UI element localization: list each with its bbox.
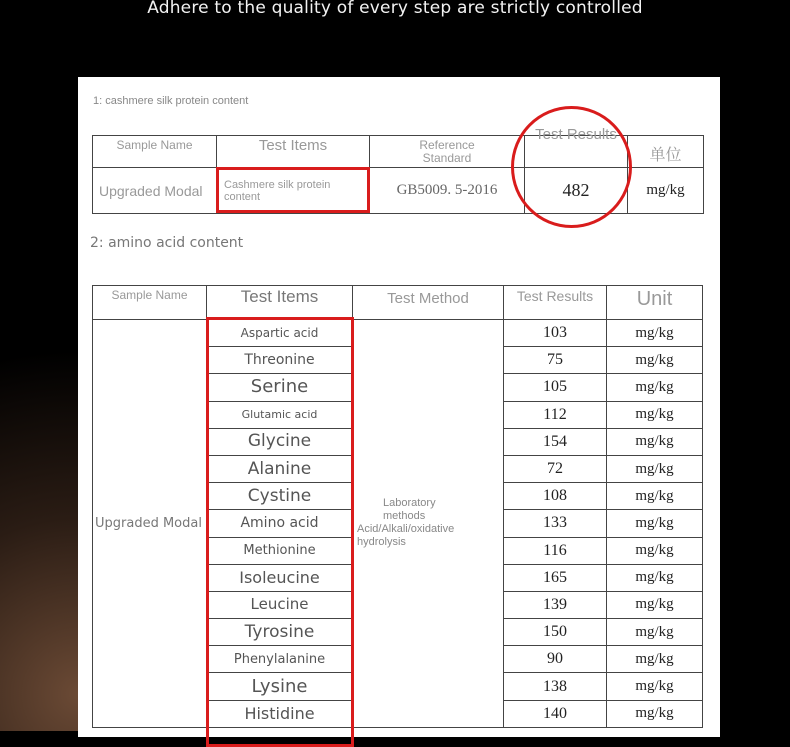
cell-unit: mg/kg: [607, 619, 703, 646]
cell-unit: mg/kg: [628, 168, 704, 214]
cell-test-item: Serine: [207, 374, 353, 401]
cell-test-result: 138: [504, 673, 607, 700]
cell-test-result: 105: [504, 374, 607, 401]
cell-test-result: 154: [504, 428, 607, 455]
cell-test-method: Laboratory methods Acid/Alkali/oxidative hydrolysis: [353, 320, 504, 728]
header2-test-method: Test Method: [353, 286, 504, 320]
cell-unit: mg/kg: [607, 700, 703, 727]
cell-test-result: 133: [504, 510, 607, 537]
cell-test-item: Threonine: [207, 347, 353, 374]
cell-unit: mg/kg: [607, 537, 703, 564]
cell-unit: mg/kg: [607, 401, 703, 428]
cell-unit: mg/kg: [607, 591, 703, 618]
header-sample-name: Sample Name: [93, 136, 217, 168]
table-row: [93, 320, 703, 347]
header2-test-items: Test Items: [207, 286, 353, 320]
cell-test-result: 103: [504, 320, 607, 347]
header-reference-standard: Reference Standard: [370, 136, 525, 168]
header-test-results: Test Results: [525, 136, 628, 168]
cell-unit: mg/kg: [607, 510, 703, 537]
cell-test-result: 139: [504, 591, 607, 618]
cell-unit: mg/kg: [607, 673, 703, 700]
cell-test-result: 112: [504, 401, 607, 428]
section1-label: 1: cashmere silk protein content: [93, 95, 249, 107]
section2-label: 2: amino acid content: [90, 235, 244, 251]
header2-sample-name: Sample Name: [93, 286, 207, 320]
cell-test-result: 116: [504, 537, 607, 564]
cell-sample-name: Upgraded Modal: [93, 320, 207, 728]
cell-test-item: Amino acid: [207, 510, 353, 537]
amino-acid-table: [92, 285, 703, 728]
cell-test-result: 140: [504, 700, 607, 727]
cell-test-item: Glutamic acid: [207, 401, 353, 428]
cell-sample: Upgraded Modal: [93, 168, 217, 214]
cell-unit: mg/kg: [607, 374, 703, 401]
header2-test-results: Test Results: [504, 286, 607, 320]
highlight-result-circle: [511, 106, 632, 228]
cell-test-item: Glycine: [207, 428, 353, 455]
report-sheet: [78, 77, 720, 737]
cell-unit: mg/kg: [607, 483, 703, 510]
cell-unit: mg/kg: [607, 455, 703, 482]
cell-unit: mg/kg: [607, 347, 703, 374]
cell-test-item: Aspartic acid: [207, 320, 353, 347]
cell-test-item: Cystine: [207, 483, 353, 510]
cell-test-result: 90: [504, 646, 607, 673]
cell-unit: mg/kg: [607, 646, 703, 673]
cell-test-result: 150: [504, 619, 607, 646]
cell-test-item: Tyrosine: [207, 619, 353, 646]
cell-item: Cashmere silk protein content: [217, 168, 370, 214]
cell-unit: mg/kg: [607, 564, 703, 591]
cell-test-item: Phenylalanine: [207, 646, 353, 673]
cell-test-item: Leucine: [207, 591, 353, 618]
cell-unit: mg/kg: [607, 428, 703, 455]
highlight-items-column: [206, 317, 354, 747]
highlight-item-box: [216, 167, 370, 213]
cell-test-item: Methionine: [207, 537, 353, 564]
cell-test-result: 75: [504, 347, 607, 374]
cell-standard: GB5009. 5-2016: [370, 168, 525, 214]
headline: Adhere to the quality of every step are strictly controlled: [147, 0, 643, 18]
cell-test-result: 72: [504, 455, 607, 482]
cell-test-result: 108: [504, 483, 607, 510]
cell-result: 482: [525, 168, 628, 214]
cell-test-item: Alanine: [207, 455, 353, 482]
cell-test-result: 165: [504, 564, 607, 591]
header-unit: 单位: [628, 136, 704, 168]
header2-unit: Unit: [607, 286, 703, 320]
header-test-items: Test Items: [217, 136, 370, 168]
cell-test-item: Lysine: [207, 673, 353, 700]
cell-unit: mg/kg: [607, 320, 703, 347]
cell-test-item: Isoleucine: [207, 564, 353, 591]
cell-test-item: Histidine: [207, 700, 353, 727]
